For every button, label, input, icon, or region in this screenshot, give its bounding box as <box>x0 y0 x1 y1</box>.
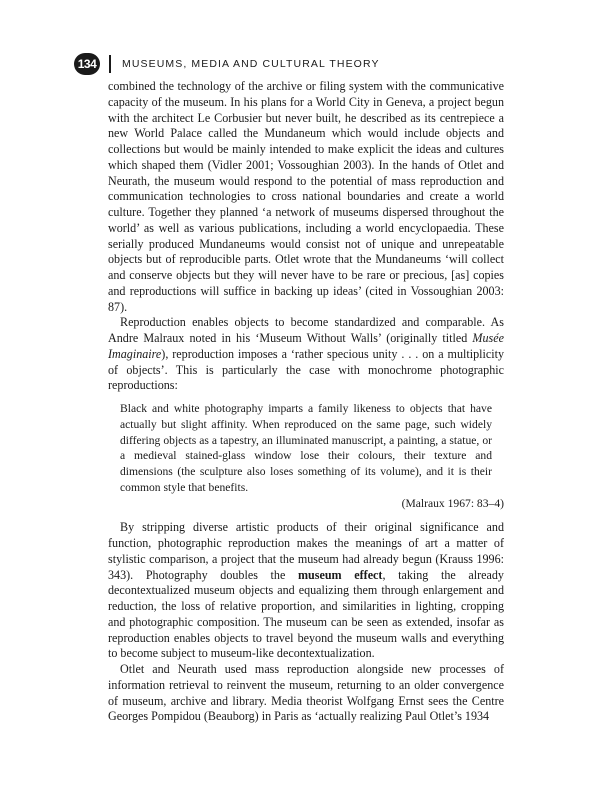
paragraph-1: combined the technology of the archive or filing system with the communicative capacity of the museum. In his plans for a World City in Geneva, a project begun with the architect Le Corbusier but never built, he described as its centrepiece a new World Palace called the Mundaneum which would include objects and collections but would be mainly intended to make explicit the ideas and cultures which shaped them (Vidler 2001; Vossoughian 2003). In the hands of Otlet and Neurath, the museum would respond to the potential of mass reproduction and communication technologies to cross national boundaries and create a world culture. Together they planned ‘a network of museums dispersed throughout the world’ as well as various publications, including a world encyclopaedia. These serially produced Mundaneums would consist not of unique and unrepeatable objects but of reproducible parts. Otlet wrote that the Mundaneums ‘will collect and conserve objects but they will never have to be rare or precious, [as] copies and reproductions will suffice in backing up ideas’ (cited in Vossoughian 2003: 87). <box>108 79 504 314</box>
paragraph-2-text-a: Reproduction enables objects to become standardized and comparable. As Andre Malraux noted in his ‘Museum Without Walls’ (originally titled <box>108 315 504 345</box>
paragraph-2 <box>108 315 504 394</box>
paragraph-3-text-a: By stripping diverse artistic products of their original significance and function, photographic reproduction makes the meanings of art a matter of stylistic comparison, a project that the museum had already begun (Krauss 1996: 343). Photography doubles the <box>108 520 504 582</box>
page-number: 134 <box>74 53 100 75</box>
paragraph-3-bold-term: museum effect <box>297 567 383 582</box>
block-quote-text: Black and white photography imparts a family likeness to objects that have actually but slight affinity. When reproduced on the same page, such widely differing objects as a tapestry, an illuminated manuscript, a painting, a statue, or a medieval stained-glass window lose their colours, their texture and dimensions (the sculpture also loses something of its volume), and it is their common style that benefits. <box>120 402 492 494</box>
block-quote <box>120 401 504 511</box>
paragraph-4: Otlet and Neurath used mass reproduction alongside new processes of information retrieval to reinvent the museum, returning to an older convergence of museum, archive and library. Media theorist Wolfgang Ernst sees the Centre Georges Pompidou (Beauborg) in Paris as ‘actually realizing Paul Otlet’s 1934 <box>108 662 504 724</box>
body-text <box>108 79 504 725</box>
running-head: MUSEUMS, MEDIA AND CULTURAL THEORY <box>122 58 380 70</box>
page-header <box>74 53 380 75</box>
paragraph-2-italic-title: Musée Imaginaire <box>108 331 504 361</box>
block-quote-citation: (Malraux 1967: 83–4) <box>401 496 504 510</box>
paragraph-2-text-b: ), reproduction imposes a ‘rather specious unity . . . on a multiplicity of objects’. This is particularly the case with monochrome photographic reproductions: <box>108 346 504 393</box>
header-divider <box>109 55 111 73</box>
paragraph-3 <box>108 520 504 662</box>
paragraph-3-text-b: , taking the already decontextualized museum objects and equalizing them through enlargement and reduction, the loss of relative proportion, and similarities in lighting, cropping and photographic composition. The museum can be seen as extended, insofar as reproduction enables objects to travel beyond the museum walls and everything to become subject to museum-like decontextualization. <box>108 567 504 661</box>
